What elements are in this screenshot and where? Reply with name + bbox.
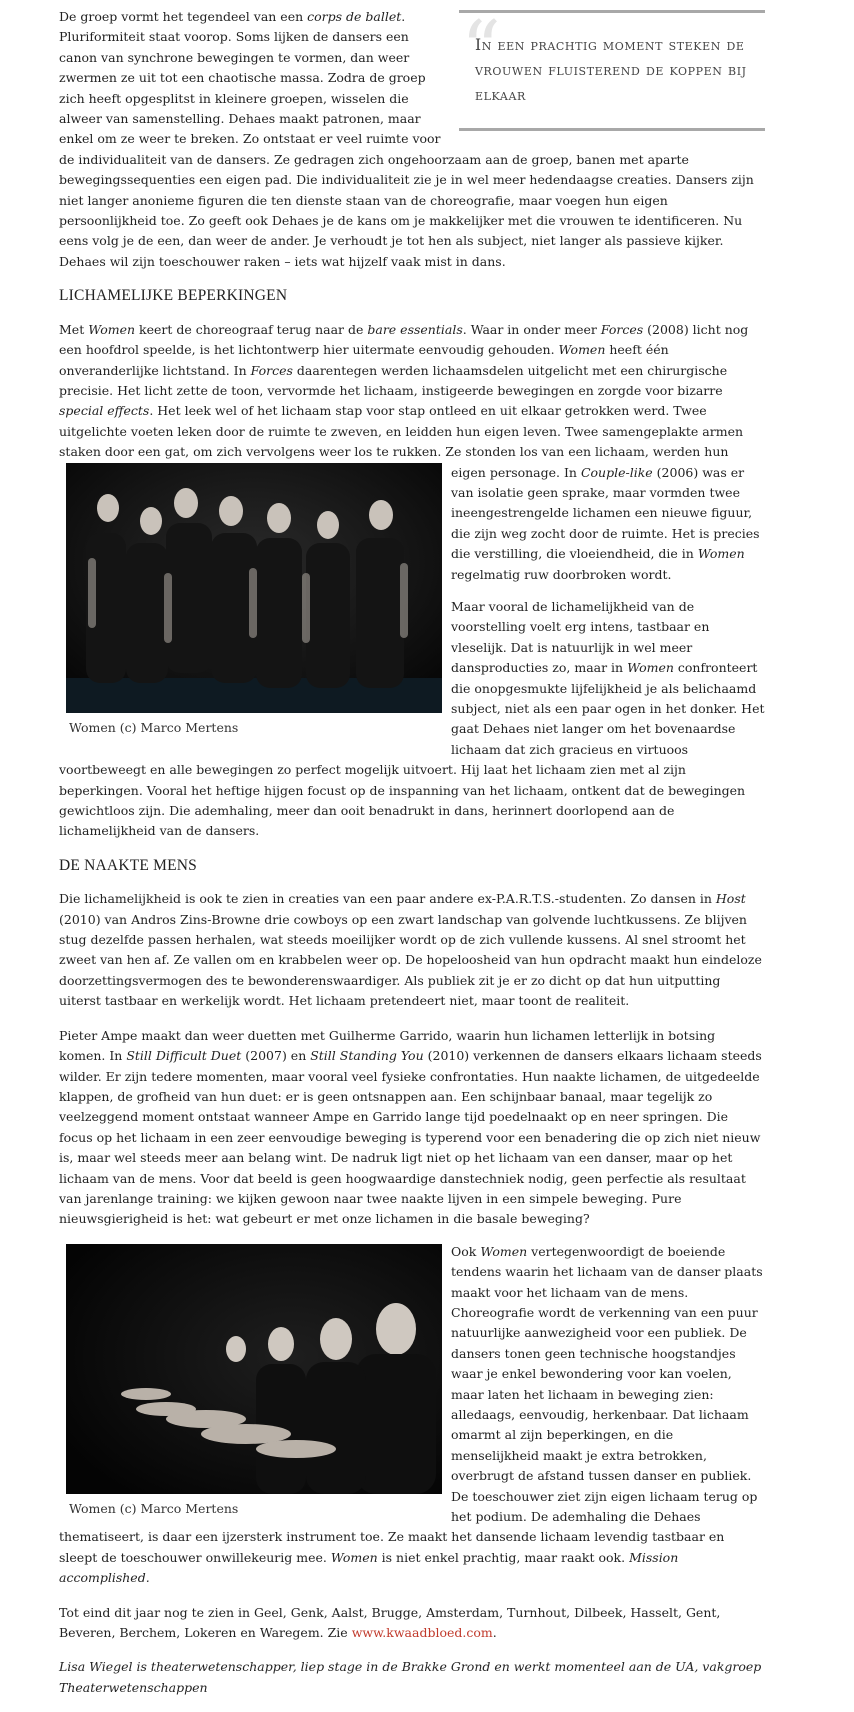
paragraph-bare-essentials: Met Women keert de choreograaf terug naar de bare essentials. Waar in onder meer Forces (2008) licht nog een hoofdrol speelde, is het lichtontwerp hier uitermate eenvoudig gehouden. Women heeft één onveranderlijke lichtstand. In Forces daarentegen werden lichaamsdelen uitgelicht met een chirurgische precisie. Het licht zette de toon, vervormde het lichaam, instigeerde bewegingen en zorgde voor bizarre special effects. Het leek wel of het lichaam stap voor stap ontleed en uit elkaar getrokken werd. Twee uitgelichte voeten leken door de ruimte te zweven, en leidden hun eigen leven. Twee samengeplakte armen staken door een gat, om zich vervolgens weer los te rukken. Ze stonden los van een lichaam, werden hun eigen personage. In Women (c) Marco Mertens Couple-like (2006) was er van isolatie geen sprake, maar vormden twee ineengestrengelde lichamen een nieuwe figuur, die zijn weg zocht door de ruimte. Het is precies die verstilling, die vloeiendheid, die in Women regelmatig ruw doorbroken wordt.: [59, 320, 765, 585]
quote-mark-icon: “: [461, 5, 501, 95]
photo-dancers-group: [66, 463, 442, 713]
photo-dancers-hands: [66, 1244, 442, 1494]
figure-caption: Women (c) Marco Mertens: [69, 719, 239, 735]
paragraph-lichamelijkheid: Maar vooral de lichamelijkheid van de voorstelling voelt erg intens, tastbaar en vleselijk. Dat is natuurlijk in wel meer dansproducties zo, maar in Women confronteert die onopgesmukte lijfelijkheid je als belichaamd subject, niet als een paar ogen in het donker. Het gaat Dehaes niet langer om het bovenaardse lichaam dat zich gracieus en virtuoos voortbeweegt en alle bewegingen zo perfect mogelijk uitvoert. Hij laat het lichaam zien met al zijn beperkingen. Vooral het heftige hijgen focust op de inspanning van het lichaam, ontkent dat de bewegingen gewichtloos zijn. Die ademhaling, meer dan ooit benadrukt in dans, herinnert doorlopend aan de lichamelijkheid van de dansers.: [59, 598, 765, 839]
article-body: [59, 7, 765, 1712]
paragraph-host: Die lichamelijkheid is ook te zien in creaties van een paar andere ex-P.A.R.T.S.-studenten. Zo dansen in Host (2010) van Andros Zins-Browne drie cowboys op een zwart landschap van golvende luchtkussens. Ze blijven stug dezelfde passen herhalen, wat steeds moeilijker wordt op de zich vullende kussens. Al snel stroomt het zweet van hen af. Ze vallen om en krabbelen weer op. De hopeloosheid van hun opdracht maakt hun eindeloze doorzettingsvermogen des te bewonderenswaardiger. Als publiek zit je er zo dicht op dat hun uitputting uiterst tastbaar en werkelijk wordt. Het lichaam pretendeert niet, maar toont de realiteit.: [59, 891, 762, 1009]
author-signature: Lisa Wiegel is theaterwetenschapper, liep stage in de Brakke Grond en werkt momenteel aan de UA, vakgroep Theaterwetenschappen: [59, 1659, 762, 1695]
paragraph-tour-dates: Tot eind dit jaar nog te zien in Geel, Genk, Aalst, Brugge, Amsterdam, Turnhout, Dilbeek, Hasselt, Gent, Beveren, Berchem, Lokeren en Waregem. Zie www.kwaadbloed.com.: [59, 1604, 721, 1641]
figure-women-group: [66, 463, 443, 738]
paragraph-pieter-ampe: Pieter Ampe maakt dan weer duetten met Guilherme Garrido, waarin hun lichamen letterlijk in botsing komen. In Still Difficult Duet (2007) en Still Standing You (2010) verkennen de dansers elkaars lichaam steeds wilder. Er zijn tedere momenten, maar vooral veel fysieke confrontaties. Hun naakte lichamen, de uitgedeelde klappen, de grofheid van hun duet: er is geen ontsnappen aan. Een schijnbaar banaal, maar tegelijk zo veelzeggend moment ontstaat wanneer Ampe en Garrido lange tijd poedelnaakt op en neer springen. Die focus op het lichaam in een zeer eenvoudige beweging is typerend voor een benadering die op zich niet nieuw is, maar wel steeds meer aan belang wint. De nadruk ligt niet op het lichaam van een danser, maar op het lichaam van de mens. Voor dat beeld is geen hoogwaardige danstechniek nodig, geen perfectie als resultaat van jarenlange training: we kijken gewoon naar twee naakte lijven in een simpele beweging. Pure nieuwsgierigheid is het: wat gebeurt er met onze lichamen in die basale beweging?: [59, 1027, 762, 1227]
paragraph-ook-women: Ook Women vertegenwoordigt de boeiende tendens waarin het lichaam van de danser plaats maakt voor het lichaam van de mens. Choreografie wordt de verkenning van een puur natuurlijke aanwezigheid voor een publiek. De dansers tonen geen technische hoogstandjes waar je enkel bewondering voor kan voelen, maar laten het lichaam in beweging zien: alledaags, eenvoudig, herkenbaar. Dat lichaam omarmt al zijn beperkingen, en die menselijkheid maakt je extra betrokken, overbrugt de afstand tussen danser en publiek. De toeschouwer ziet zijn eigen lichaam terug op het podium. De ademhaling die Dehaes thematiseert, is daar een ijzersterk instrument toe. Ze maakt het dansende lichaam levendig tastbaar en sleept de toeschouwer onwillekeurig mee. Women is niet enkel prachtig, maar raakt ook. Mission accomplished.: [59, 1243, 763, 1586]
pull-quote-text: In een prachtig moment steken de vrouwen fluisterend de koppen bij elkaar: [475, 36, 747, 104]
dancers-hands-image: [66, 1244, 442, 1494]
figure-caption: Women (c) Marco Mertens: [69, 1500, 239, 1516]
section-heading-de-naakte-mens: DE NAAKTE MENS: [59, 856, 197, 874]
figure-women-hands: [66, 1244, 443, 1519]
kwaadbloed-link[interactable]: www.kwaadbloed.com: [351, 1625, 493, 1641]
intro-paragraph: De groep vormt het tegendeel van een corps de ballet. Pluriformiteit staat voorop. Soms lijken de dansers een canon van synchrone bewegingen te vormen, dan weer zwermen ze uit tot een chaotische massa. Zodra de groep zich heeft opgesplitst in kleinere groepen, wisselen die alweer van samenstelling. Dehaes maakt patronen, maar enkel om ze weer te breken. Zo ontstaat er veel ruimte voor de individualiteit van de dansers. Ze gedragen zich ongehoorzaam aan de groep, banen met aparte bewegingssequenties een eigen pad. Die individualiteit zie je in wel meer hedendaagse creaties. Dansers zijn niet langer anonieme figuren die ten dienste staan van de choreografie, maar voegen hun eigen persoonlijkheid toe. Zo geeft ook Dehaes je de kans om je makkelijker met die vrouwen te identificeren. Nu eens volg je de een, dan weer de ander. Je verhoudt je tot hen als subject, niet langer als passieve kijker. Dehaes wil zijn toeschouwer raken – iets wat hijzelf vaak mist in dans.: [59, 9, 754, 269]
pull-quote: [459, 5, 765, 131]
section-heading-lichamelijke-beperkingen: LICHAMELIJKE BEPERKINGEN: [59, 287, 288, 305]
dancers-group-image: [66, 463, 442, 713]
